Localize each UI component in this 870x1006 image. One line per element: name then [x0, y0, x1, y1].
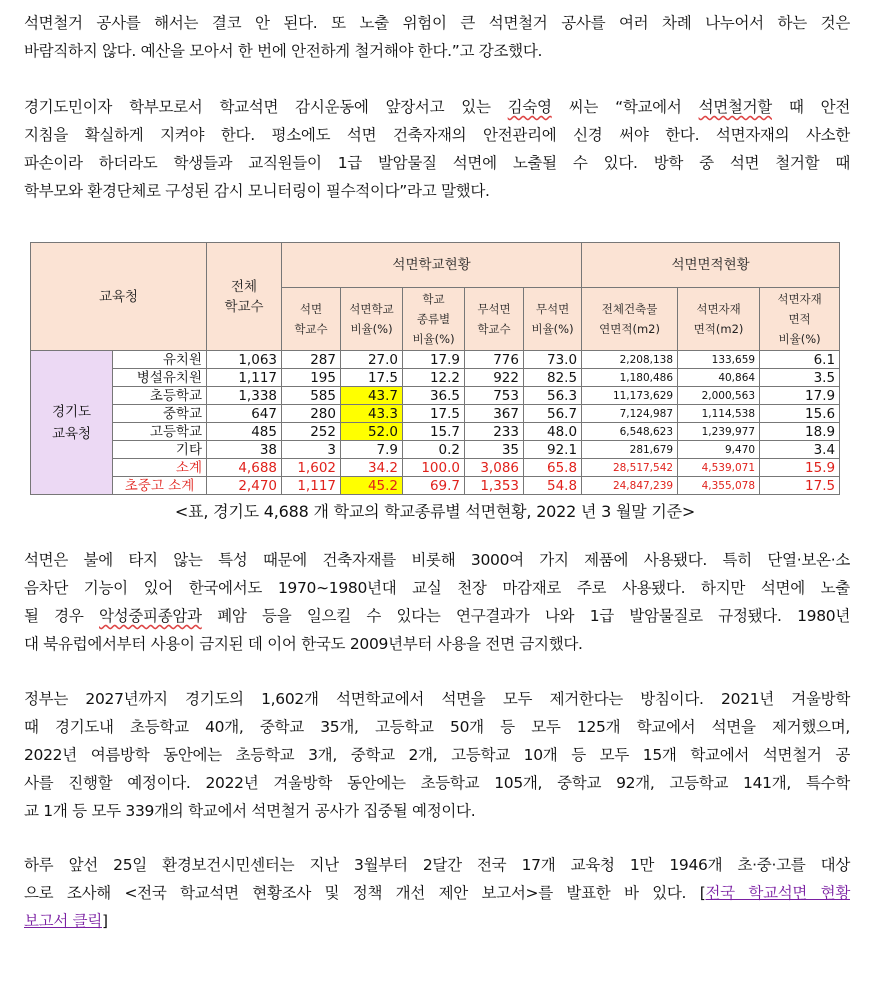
table-cell: 133,659: [678, 351, 760, 369]
table-cell: 54.8: [524, 477, 582, 495]
paragraph-5: [24, 851, 850, 935]
subheader-cell: [582, 288, 678, 351]
subheader-label: 전체건축물 연면적(m2): [599, 302, 660, 336]
paragraph-4: [24, 685, 850, 825]
table-cell: 9,470: [678, 441, 760, 459]
table-cell: 15.6: [760, 405, 840, 423]
table-cell: 3.4: [760, 441, 840, 459]
subheader-label: 석면자재 면적(m2): [693, 302, 744, 336]
report-link-continued[interactable]: 보고서 클릭: [24, 912, 102, 930]
category-cell: 기타: [113, 441, 207, 459]
table-cell: 40,864: [678, 369, 760, 387]
subheader-cell: [678, 288, 760, 351]
text-line: 대 북유럽에서부터 사용이 금지된 데 이어 한국도 2009년부터 사용을 전면 금지했다.: [24, 635, 583, 653]
subheader-label: 학교 종류별 비율(%): [412, 292, 455, 346]
table-cell: 35: [465, 441, 524, 459]
table-cell: 1,063: [207, 351, 282, 369]
text-line: 바람직하지 않다. 예산을 모아서 한 번에 안전하게 철거해야 한다.”고 강조했다.: [24, 42, 543, 60]
table-cell: 647: [207, 405, 282, 423]
table-cell: 38: [207, 441, 282, 459]
table-cell: 1,114,538: [678, 405, 760, 423]
text-line: 정부는 2027년까지 경기도의 1,602개 석면학교에서 석면을 모두 제거한다는 방침이다. 2021년 겨울방학: [24, 690, 850, 708]
subheader-cell: [524, 288, 582, 351]
table-cell: 2,000,563: [678, 387, 760, 405]
paragraph-2: [24, 93, 850, 205]
table-cell: 28,517,542: [582, 459, 678, 477]
text-segment: 될 경우: [24, 607, 99, 625]
table-cell: 2,208,138: [582, 351, 678, 369]
table-cell: 922: [465, 369, 524, 387]
table-cell: 287: [282, 351, 341, 369]
table-cell: 36.5: [403, 387, 465, 405]
subheader-cell: [282, 288, 341, 351]
table-cell: 4,355,078: [678, 477, 760, 495]
text-line: [24, 907, 850, 935]
text-line: 교 1개 등 모두 339개의 학교에서 석면철거 공사가 집중될 예정이다.: [24, 802, 476, 820]
table-cell: 6,548,623: [582, 423, 678, 441]
table-cell: 1,602: [282, 459, 341, 477]
subheader-label: 석면 학교수: [294, 302, 328, 336]
table-cell: 73.0: [524, 351, 582, 369]
header-asbestos-area: 석면면적현황: [582, 243, 840, 288]
text-line: 때 경기도내 초등학교 40개, 중학교 35개, 고등학교 50개 등 모두 125개 학교에서 석면을 제거했으며,: [24, 718, 850, 736]
text-line: [24, 93, 850, 121]
table-cell: 48.0: [524, 423, 582, 441]
category-cell: 초등학교: [113, 387, 207, 405]
table-cell: 43.3: [341, 405, 403, 423]
table-cell: 1,180,486: [582, 369, 678, 387]
table-cell: 1,117: [207, 369, 282, 387]
table-cell: 6.1: [760, 351, 840, 369]
region-cell: [31, 351, 113, 495]
table-cell: 17.9: [760, 387, 840, 405]
text-segment: 때 안전: [771, 98, 851, 116]
category-cell: 소계: [113, 459, 207, 477]
subheader-cell: [341, 288, 403, 351]
text-segment: 경기도민이자 학부모로서 학교석면 감시운동에 앞장서고 있는: [24, 98, 508, 116]
table-cell: 233: [465, 423, 524, 441]
table-cell: 17.5: [403, 405, 465, 423]
table-cell: 4,688: [207, 459, 282, 477]
table-cell: 1,353: [465, 477, 524, 495]
category-cell: 병설유치원: [113, 369, 207, 387]
table-cell: 280: [282, 405, 341, 423]
table-cell: 195: [282, 369, 341, 387]
subheader-cell: [465, 288, 524, 351]
table-row: [31, 441, 840, 459]
subheader-label: 무석면 비율(%): [531, 302, 574, 336]
text-line: 파손이라 하더라도 학생들과 교직원들이 1급 발암물질 석면에 노출될 수 있다. 방학 중 석면 철거할 때: [24, 154, 850, 172]
table-cell: 18.9: [760, 423, 840, 441]
text-line: 2022년 여름방학 동안에는 초등학교 3개, 중학교 2개, 고등학교 10개 등 모두 15개 학교에서 석면철거 공: [24, 746, 850, 764]
table-cell: 15.7: [403, 423, 465, 441]
table-caption: <표, 경기도 4,688 개 학교의 학교종류별 석면현황, 2022 년 3 월말 기준>: [174, 502, 696, 521]
table-row: [31, 405, 840, 423]
table-cell: 27.0: [341, 351, 403, 369]
spellcheck-word: 악성중피종암과: [99, 607, 202, 625]
table-cell: 65.8: [524, 459, 582, 477]
table-cell: 7.9: [341, 441, 403, 459]
table-cell: 11,173,629: [582, 387, 678, 405]
text-line: [24, 879, 850, 907]
table-row: [31, 351, 840, 369]
table-cell: 3,086: [465, 459, 524, 477]
table-row: [31, 423, 840, 441]
table-cell: 252: [282, 423, 341, 441]
text-line: 석면철거 공사를 해서는 결코 안 된다. 또 노출 위험이 큰 석면철거 공사를 여러 차례 나누어서 하는 것은: [24, 14, 850, 32]
table-cell: 56.7: [524, 405, 582, 423]
spellcheck-word: 김숙영: [507, 98, 552, 116]
table-cell: 1,338: [207, 387, 282, 405]
table-cell: 82.5: [524, 369, 582, 387]
text-segment: 으로 조사해 <전국 학교석면 현황조사 및 정책 개선 제안 보고서>를 발표한 바 있다. [: [24, 884, 706, 902]
table-cell: 1,239,977: [678, 423, 760, 441]
table-cell: 753: [465, 387, 524, 405]
text-line: 석면은 불에 타지 않는 특성 때문에 건축자재를 비롯해 3000여 가지 제품에 사용됐다. 특히 단열·보온·소: [24, 551, 850, 569]
table-row: [31, 369, 840, 387]
table-cell: 2,470: [207, 477, 282, 495]
header-label: 전체 학교수: [224, 278, 264, 315]
table-body: [31, 351, 840, 495]
subheader-label: 석면자재 면적 비율(%): [777, 292, 822, 346]
text-line: 학부모와 환경단체로 구성된 감시 모니터링이 필수적이다”라고 말했다.: [24, 182, 490, 200]
table-cell: 17.5: [760, 477, 840, 495]
table-cell: 15.9: [760, 459, 840, 477]
table-cell: 585: [282, 387, 341, 405]
table-cell: 34.2: [341, 459, 403, 477]
table-cell: 17.5: [341, 369, 403, 387]
table-cell: 1,117: [282, 477, 341, 495]
table-cell: 43.7: [341, 387, 403, 405]
category-cell: 유치원: [113, 351, 207, 369]
table-cell: 3.5: [760, 369, 840, 387]
table-cell: 100.0: [403, 459, 465, 477]
text-segment: 씨는 “학교에서: [551, 98, 699, 116]
table-cell: 52.0: [341, 423, 403, 441]
header-total-schools: [207, 243, 282, 351]
table-cell: 485: [207, 423, 282, 441]
text-segment: ]: [102, 912, 108, 930]
subheader-label: 석면학교 비율(%): [349, 302, 394, 336]
header-office: 교육청: [31, 243, 207, 351]
header-asbestos-schools: 석면학교현황: [282, 243, 582, 288]
table-row: [31, 477, 840, 495]
table-cell: 776: [465, 351, 524, 369]
text-line: 지침을 확실하게 지켜야 한다. 평소에도 석면 건축자재의 안전관리에 신경 써야 한다. 석면자재의 사소한: [24, 126, 850, 144]
table-cell: 56.3: [524, 387, 582, 405]
table-cell: 4,539,071: [678, 459, 760, 477]
table-cell: 0.2: [403, 441, 465, 459]
region-label: 경기도 교육청: [51, 403, 92, 442]
subheader-cell: [760, 288, 840, 351]
subheader-cell: [403, 288, 465, 351]
table-row: [31, 387, 840, 405]
table-cell: 12.2: [403, 369, 465, 387]
table-cell: 69.7: [403, 477, 465, 495]
report-link[interactable]: 전국 학교석면 현황: [705, 884, 850, 902]
table-cell: 92.1: [524, 441, 582, 459]
text-line: 하루 앞선 25일 환경보건시민센터는 지난 3월부터 2달간 전국 17개 교육청 1만 1946개 초·중·고를 대상: [24, 856, 850, 874]
asbestos-status-table: [30, 242, 839, 495]
subheader-label: 무석면 학교수: [477, 302, 511, 336]
table-row: [31, 459, 840, 477]
table-cell: 3: [282, 441, 341, 459]
text-line: 음차단 기능이 있어 한국에서도 1970∼1980년대 교실 천장 마감재로 주로 사용됐다. 하지만 석면에 노출: [24, 579, 850, 597]
category-cell: 중학교: [113, 405, 207, 423]
category-cell: 초중고 소계: [113, 477, 207, 495]
table-cell: 367: [465, 405, 524, 423]
category-cell: 고등학교: [113, 423, 207, 441]
table-cell: 24,847,239: [582, 477, 678, 495]
text-line: [24, 602, 850, 630]
text-line: 사를 진행할 예정이다. 2022년 겨울방학 동안에는 초등학교 105개, 중학교 92개, 고등학교 141개, 특수학: [24, 774, 850, 792]
table-cell: 17.9: [403, 351, 465, 369]
paragraph-1: [24, 9, 850, 65]
table-cell: 7,124,987: [582, 405, 678, 423]
spellcheck-word: 석면철거할: [698, 98, 772, 116]
paragraph-3: [24, 546, 850, 658]
table-cell: 45.2: [341, 477, 403, 495]
table-cell: 281,679: [582, 441, 678, 459]
text-segment: 폐암 등을 일으킬 수 있다는 연구결과가 나와 1급 발암물질로 규정됐다. 1980년: [201, 607, 850, 625]
